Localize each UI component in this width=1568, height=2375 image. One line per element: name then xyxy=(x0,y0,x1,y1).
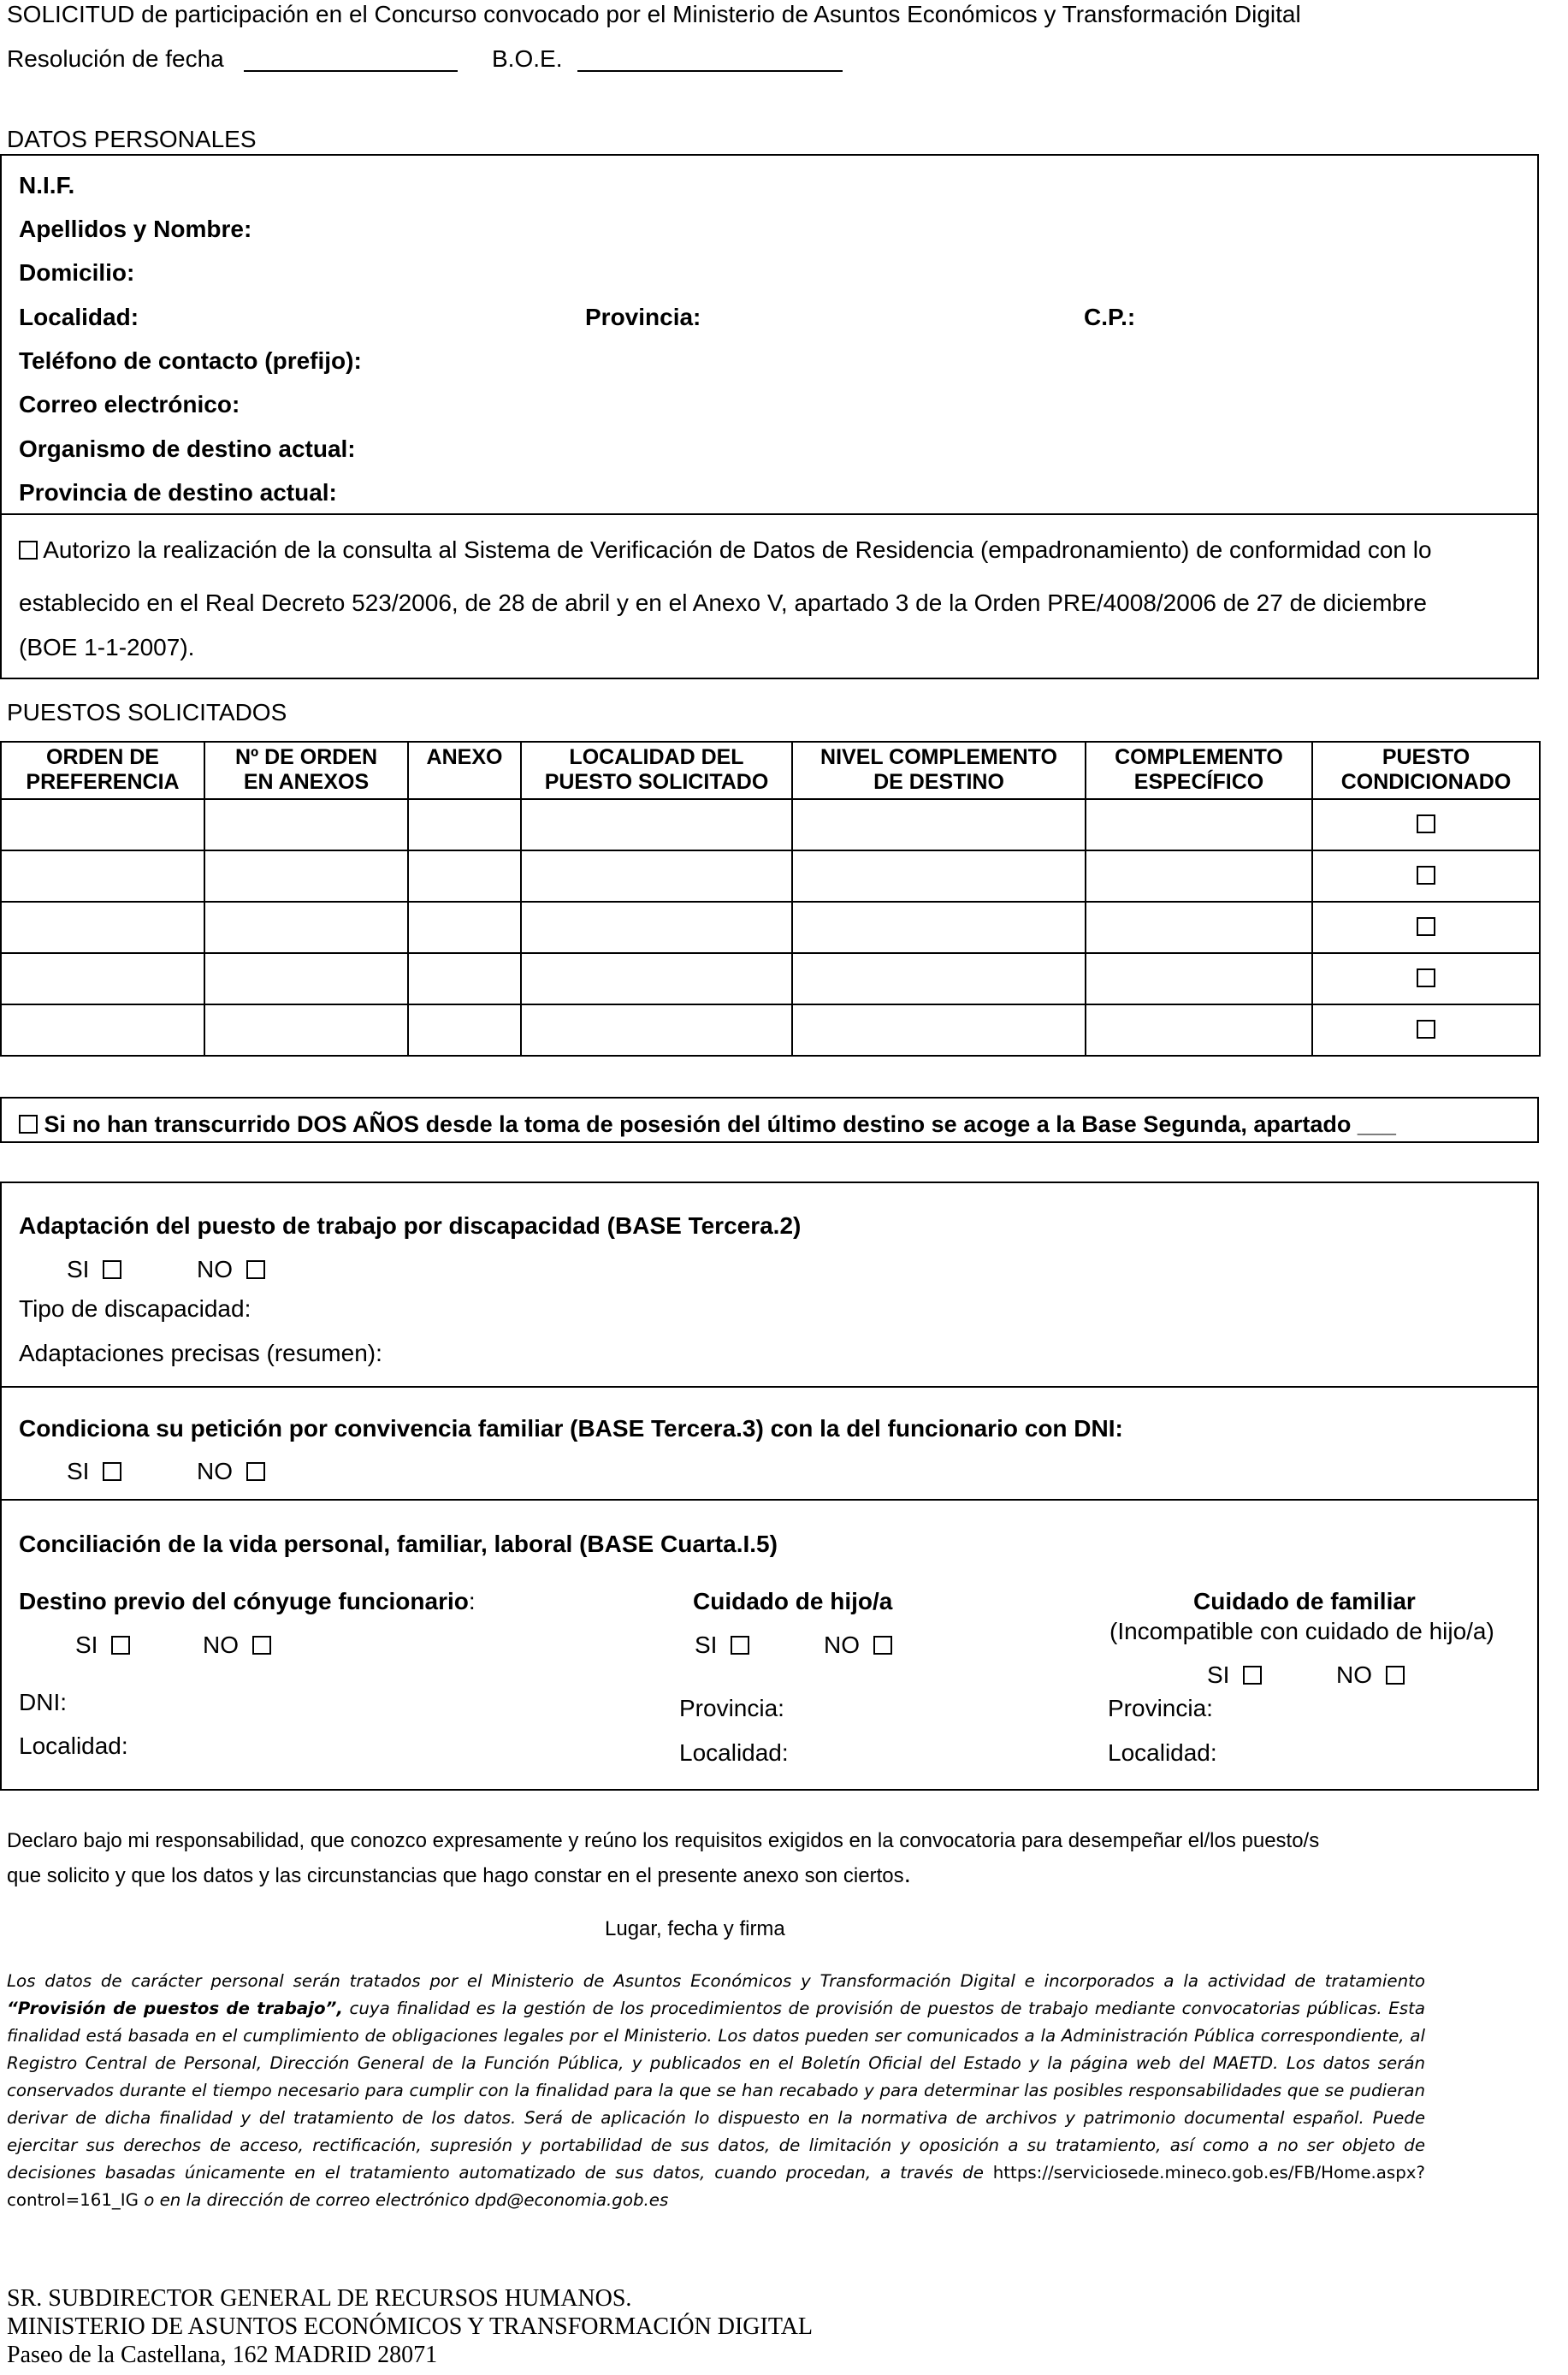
cell-nivel[interactable] xyxy=(792,902,1086,953)
column-header-localidad: LOCALIDAD DEL PUESTO SOLICITADO xyxy=(521,742,792,799)
hijo-no-checkbox[interactable] xyxy=(873,1636,892,1655)
privacy-url-link[interactable]: https://serviciosede.mineco.gob.es/FB/Home.aspx?control=161_IG xyxy=(7,2163,1425,2210)
cell-orden[interactable] xyxy=(1,850,204,902)
conciliacion-title: Conciliación de la vida personal, familiar, laboral (BASE Cuarta.I.5) xyxy=(19,1531,778,1557)
familiar-no-option: NO xyxy=(1336,1661,1405,1690)
cell-orden[interactable] xyxy=(1,799,204,850)
divider xyxy=(0,1386,1539,1388)
cell-nivel[interactable] xyxy=(792,799,1086,850)
conyuge-si-option: SI xyxy=(75,1631,130,1660)
column-header-nivel: NIVEL COMPLEMENTO DE DESTINO xyxy=(792,742,1086,799)
cell-localidad[interactable] xyxy=(521,1004,792,1056)
column-header-condicionado: PUESTO CONDICIONADO xyxy=(1312,742,1540,799)
familiar-si-option: SI xyxy=(1207,1661,1262,1690)
hijo-localidad-label[interactable]: Localidad: xyxy=(679,1739,789,1766)
conyuge-no-checkbox[interactable] xyxy=(252,1636,271,1655)
convivencia-no-option: NO xyxy=(197,1457,265,1486)
cell-condicionado xyxy=(1312,850,1540,902)
divider xyxy=(0,513,1539,515)
boe-label: B.O.E. xyxy=(492,45,563,72)
autorizo-line-2: establecido en el Real Decreto 523/2006, de 28 de abril y en el Anexo V, apartado 3 de la Orden PRE/4008/2006 de 27 de diciembre xyxy=(19,589,1427,616)
conyuge-title: Destino previo del cónyuge funcionario: xyxy=(19,1588,476,1614)
provincia-destino-field-label[interactable]: Provincia de destino actual: xyxy=(19,479,337,506)
cell-condicionado xyxy=(1312,799,1540,850)
hijo-title: Cuidado de hijo/a xyxy=(693,1588,893,1614)
convivencia-si-checkbox[interactable] xyxy=(103,1462,121,1481)
hijo-provincia-label[interactable]: Provincia: xyxy=(679,1695,784,1721)
cell-numero-orden[interactable] xyxy=(204,799,408,850)
boe-blank[interactable] xyxy=(577,70,843,72)
adaptacion-title: Adaptación del puesto de trabajo por discapacidad (BASE Tercera.2) xyxy=(19,1212,802,1239)
adaptacion-si-option: SI xyxy=(67,1255,121,1284)
recipient-line-1: SR. SUBDIRECTOR GENERAL DE RECURSOS HUMANOS. xyxy=(7,2285,632,2312)
familiar-provincia-label[interactable]: Provincia: xyxy=(1108,1695,1213,1721)
telefono-field-label[interactable]: Teléfono de contacto (prefijo): xyxy=(19,347,362,374)
cell-anexo[interactable] xyxy=(408,799,521,850)
autorizo-line-1: Autorizo la realización de la consulta al Sistema de Verificación de Datos de Residencia (empadronamiento) de conformidad con lo xyxy=(19,536,1432,565)
cell-localidad[interactable] xyxy=(521,799,792,850)
table-row xyxy=(1,799,1540,850)
table-row xyxy=(1,1004,1540,1056)
cp-field-label[interactable]: C.P.: xyxy=(1084,304,1136,330)
puestos-table xyxy=(0,741,1541,1057)
autorizo-line-3: (BOE 1-1-2007). xyxy=(19,634,195,660)
cell-nivel[interactable] xyxy=(792,850,1086,902)
recipient-line-3: Paseo de la Castellana, 162 MADRID 28071 xyxy=(7,2342,438,2368)
cell-nivel[interactable] xyxy=(792,953,1086,1004)
domicilio-field-label[interactable]: Domicilio: xyxy=(19,259,135,286)
privacy-notice: Los datos de carácter personal serán tratados por el Ministerio de Asuntos Económicos y Transformación Digital e incorporados a la actividad de tratamiento “Provisión de puestos de trabajo”, cuya finalidad es la gestión de los procedimientos de provisión de puestos de trabajo mediante convocatorias públicas. Esta finalidad está basada en el cumplimiento de obligaciones legales por el Ministerio. Los datos pueden ser comunicados a la Administración Pública correspondiente, al Registro Central de Personal, Dirección General de la Función Pública, y publicados en el Boletín Oficial del Estado y la página web del MAETD. Los datos serán conservados durante el tiempo necesario para cumplir con la finalidad para la que se han recabado y para determinar las posibles responsabilidades que se pudieran derivar de dicha finalidad y del tratamiento de los datos. Será de aplicación lo dispuesto en la normativa de archivos y patrimonio documental español. Puede ejercitar sus derechos de acceso, rectificación, supresión y portabilidad de sus datos, de limitación y oposición a su tratamiento, así como a no ser objeto de decisiones basadas únicamente en el tratamiento automatizado de sus datos, cuando procedan, a través de https://serviciosede.mineco.gob.es/FB/Home.aspx?control=161_IG o en la dirección de correo electrónico dpd@economia.gob.es xyxy=(7,1971,1425,2210)
condicionado-checkbox[interactable] xyxy=(1417,814,1435,833)
adaptacion-si-checkbox[interactable] xyxy=(103,1260,121,1279)
cell-complemento[interactable] xyxy=(1086,1004,1312,1056)
cell-complemento[interactable] xyxy=(1086,953,1312,1004)
table-row xyxy=(1,953,1540,1004)
hijo-no-option: NO xyxy=(824,1631,892,1660)
cell-numero-orden[interactable] xyxy=(204,902,408,953)
convivencia-si-option: SI xyxy=(67,1457,121,1486)
cell-nivel[interactable] xyxy=(792,1004,1086,1056)
cell-condicionado xyxy=(1312,1004,1540,1056)
cell-localidad[interactable] xyxy=(521,953,792,1004)
cell-complemento[interactable] xyxy=(1086,799,1312,850)
recipient-line-2: MINISTERIO DE ASUNTOS ECONÓMICOS Y TRANSFORMACIÓN DIGITAL xyxy=(7,2313,814,2340)
dos-anos-checkbox[interactable] xyxy=(19,1115,38,1134)
familiar-si-checkbox[interactable] xyxy=(1243,1666,1262,1685)
cell-orden[interactable] xyxy=(1,902,204,953)
nif-field-label[interactable]: N.I.F. xyxy=(19,172,75,198)
organismo-field-label[interactable]: Organismo de destino actual: xyxy=(19,435,356,462)
condicionado-checkbox[interactable] xyxy=(1417,1020,1435,1039)
cell-anexo[interactable] xyxy=(408,902,521,953)
declaracion-line-2: que solicito y que los datos y las circunstancias que hago constar en el presente anexo son ciertos. xyxy=(7,1860,911,1888)
table-row xyxy=(1,902,1540,953)
correo-field-label[interactable]: Correo electrónico: xyxy=(19,391,240,418)
familiar-localidad-label[interactable]: Localidad: xyxy=(1108,1739,1217,1766)
adaptacion-no-option: NO xyxy=(197,1255,265,1284)
familiar-subtitle: (Incompatible con cuidado de hijo/a) xyxy=(1109,1618,1494,1644)
provincia-field-label[interactable]: Provincia: xyxy=(585,304,701,330)
cell-complemento[interactable] xyxy=(1086,850,1312,902)
hijo-si-checkbox[interactable] xyxy=(731,1636,749,1655)
column-header-complemento: COMPLEMENTO ESPECÍFICO xyxy=(1086,742,1312,799)
convivencia-title: Condiciona su petición por convivencia familiar (BASE Tercera.3) con la del funcionario con DNI: xyxy=(19,1415,1123,1442)
cell-numero-orden[interactable] xyxy=(204,1004,408,1056)
column-header-numero-orden: Nº DE ORDEN EN ANEXOS xyxy=(204,742,408,799)
tipo-discapacidad-label[interactable]: Tipo de discapacidad: xyxy=(19,1295,251,1322)
cell-numero-orden[interactable] xyxy=(204,953,408,1004)
conyuge-si-checkbox[interactable] xyxy=(111,1636,130,1655)
cell-anexo[interactable] xyxy=(408,850,521,902)
firma-label: Lugar, fecha y firma xyxy=(605,1917,785,1940)
table-row xyxy=(1,850,1540,902)
column-header-anexo: ANEXO xyxy=(408,742,521,799)
cell-complemento[interactable] xyxy=(1086,902,1312,953)
cell-anexo[interactable] xyxy=(408,1004,521,1056)
dos-anos-text: Si no han transcurrido DOS AÑOS desde la toma de posesión del último destino se acoge a la Base Segunda, apartado ___ xyxy=(19,1110,1396,1139)
adaptaciones-label[interactable]: Adaptaciones precisas (resumen): xyxy=(19,1340,382,1366)
puestos-section-title: PUESTOS SOLICITADOS xyxy=(7,699,287,726)
condicionado-checkbox[interactable] xyxy=(1417,968,1435,987)
cell-localidad[interactable] xyxy=(521,902,792,953)
familiar-no-checkbox[interactable] xyxy=(1386,1666,1405,1685)
conyuge-no-option: NO xyxy=(203,1631,271,1660)
familiar-title: Cuidado de familiar xyxy=(1193,1588,1416,1614)
table-header-row xyxy=(1,742,1540,799)
condicionado-checkbox[interactable] xyxy=(1417,917,1435,936)
adaptacion-no-checkbox[interactable] xyxy=(246,1260,265,1279)
personal-section-title: DATOS PERSONALES xyxy=(7,126,257,152)
localidad-field-label[interactable]: Localidad: xyxy=(19,304,139,330)
cell-anexo[interactable] xyxy=(408,953,521,1004)
cell-orden[interactable] xyxy=(1,1004,204,1056)
cell-numero-orden[interactable] xyxy=(204,850,408,902)
convivencia-no-checkbox[interactable] xyxy=(246,1462,265,1481)
hijo-si-option: SI xyxy=(695,1631,749,1660)
apellidos-field-label[interactable]: Apellidos y Nombre: xyxy=(19,216,252,242)
divider xyxy=(0,1499,1539,1501)
cell-condicionado xyxy=(1312,953,1540,1004)
declaracion-line-1: Declaro bajo mi responsabilidad, que conozco expresamente y reúno los requisitos exigidos en la convocatoria para desempeñar el/los puesto/s xyxy=(7,1829,1320,1852)
resolucion-label: Resolución de fecha xyxy=(7,45,224,72)
resolucion-date-blank[interactable] xyxy=(244,70,458,72)
cell-condicionado xyxy=(1312,902,1540,953)
form-title: SOLICITUD de participación en el Concurso convocado por el Ministerio de Asuntos Económicos y Transformación Digital xyxy=(7,1,1301,27)
column-header-orden: ORDEN DE PREFERENCIA xyxy=(1,742,204,799)
condicionado-checkbox[interactable] xyxy=(1417,866,1435,885)
cell-orden[interactable] xyxy=(1,953,204,1004)
cell-localidad[interactable] xyxy=(521,850,792,902)
conyuge-dni-label[interactable]: DNI: xyxy=(19,1689,67,1715)
conyuge-localidad-label[interactable]: Localidad: xyxy=(19,1732,128,1759)
autorizo-checkbox[interactable] xyxy=(19,541,38,560)
